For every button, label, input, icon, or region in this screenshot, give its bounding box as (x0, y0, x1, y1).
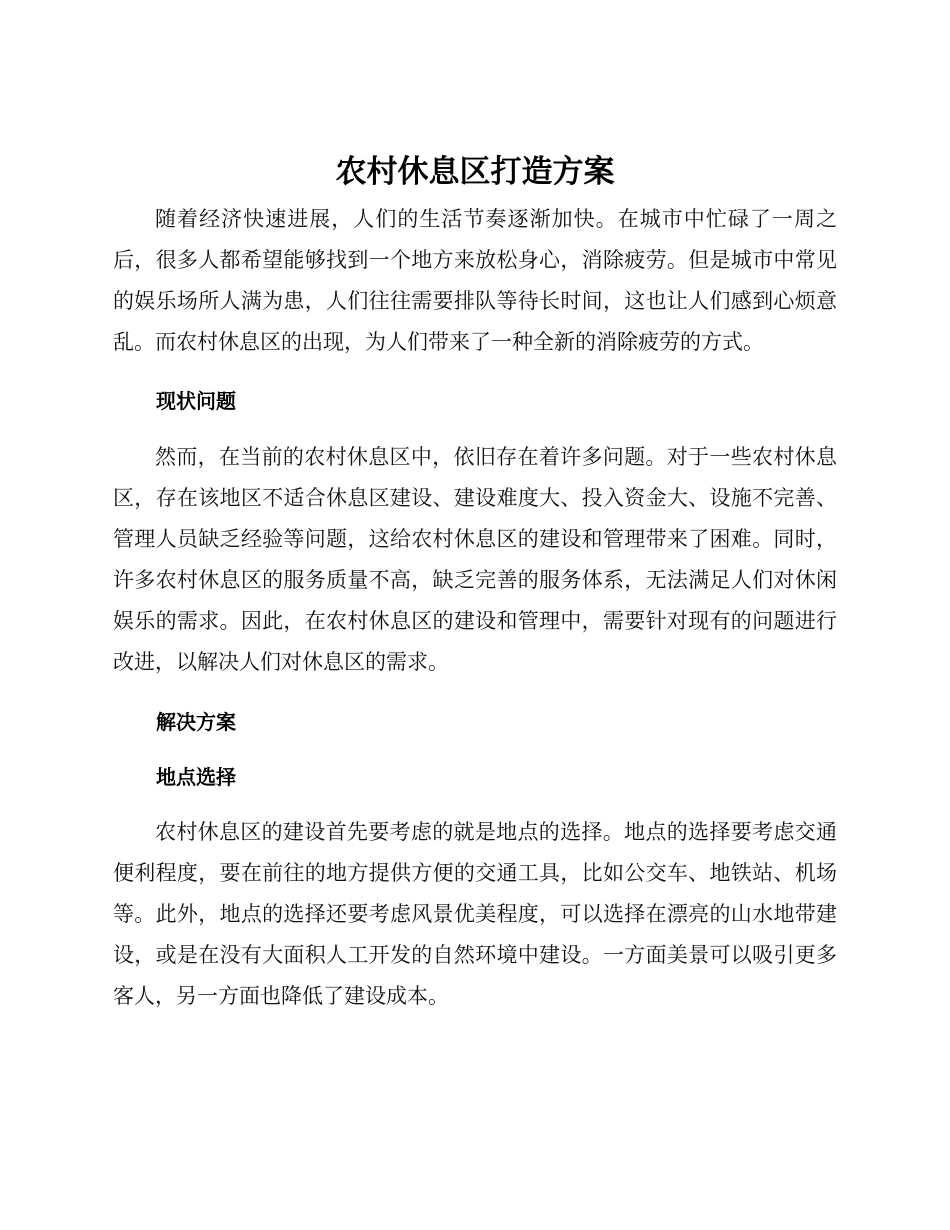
section-heading-site-selection: 地点选择 (156, 765, 236, 789)
site-selection-paragraph: 农村休息区的建设首先要考虑的就是地点的选择。地点的选择要考虑交通便利程度，要在前往的地方提供方便的交通工具，比如公交车、地铁站、机场等。此外，地点的选择还要考虑风景优美程度，可以选择在漂亮的山水地带建设，或是在没有大面积人工开发的自然环境中建设。一方面美景可以吸引更多客人，另一方面也降低了建设成本。 (113, 820, 837, 1008)
document-title: 农村休息区打造方案 (335, 154, 615, 190)
section-heading-solutions: 解决方案 (156, 710, 236, 734)
section-heading-current-issues: 现状问题 (156, 389, 236, 413)
current-issues-paragraph: 然而，在当前的农村休息区中，依旧存在着许多问题。对于一些农村休息区，存在该地区不适合休息区建设、建设难度大、投入资金大、设施不完善、管理人员缺乏经验等问题，这给农村休息区的建设和管理带来了困难。同时，许多农村休息区的服务质量不高，缺乏完善的服务体系，无法满足人们对休闲娱乐的需求。因此，在农村休息区的建设和管理中，需要针对现有的问题进行改进，以解决人们对休息区的需求。 (113, 445, 837, 674)
intro-paragraph: 随着经济快速进展，人们的生活节奏逐渐加快。在城市中忙碌了一周之后，很多人都希望能够找到一个地方来放松身心，消除疲劳。但是城市中常见的娱乐场所人满为患，人们往往需要排队等待长时间，这也让人们感到心烦意乱。而农村休息区的出现，为人们带来了一种全新的消除疲劳的方式。 (113, 207, 837, 354)
